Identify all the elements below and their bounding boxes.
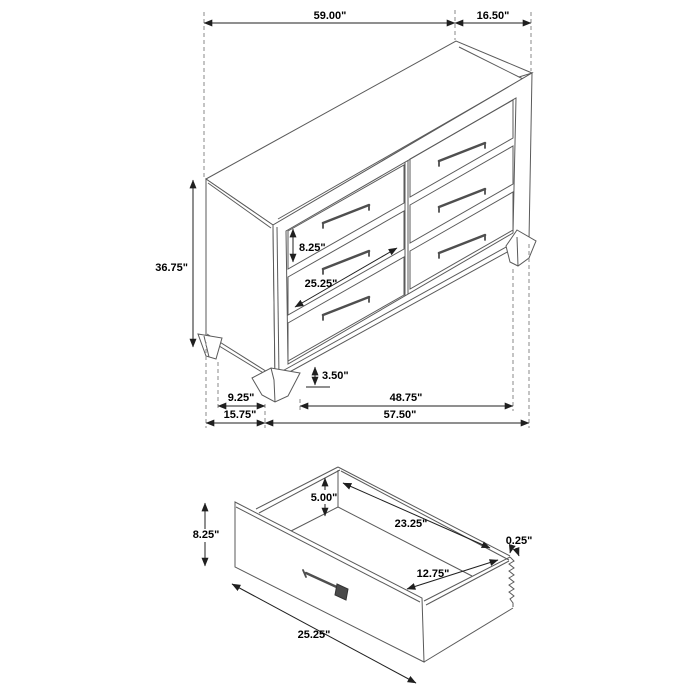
dim-drawer-width-label: 25.25" (304, 278, 338, 290)
dim-panel-thickness-label: 0.25" (505, 535, 533, 547)
dim-base-depth-label: 15.75" (223, 409, 257, 421)
dim-inner-length-label: 23.25" (394, 518, 428, 530)
dim-front-width-label: 25.25" (297, 629, 331, 641)
dim-top-width-label: 59.00" (313, 10, 347, 22)
dim-base-width-label: 57.50" (383, 409, 417, 421)
dim-drawer-front-height-label: 8.25" (192, 529, 220, 541)
dim-top-depth-label: 16.50" (476, 10, 510, 22)
dim-height-label: 36.75" (155, 262, 188, 274)
dim-foot-spacing-label: 9.25" (227, 392, 255, 404)
dim-foot-height-label: 3.50" (322, 370, 349, 382)
dim-feet-span-label: 48.75" (389, 392, 423, 404)
dim-inner-width-label: 12.75" (416, 568, 450, 580)
dim-drawer-height-label: 8.25" (299, 242, 326, 254)
dim-wall-height-label: 5.00" (310, 492, 338, 504)
